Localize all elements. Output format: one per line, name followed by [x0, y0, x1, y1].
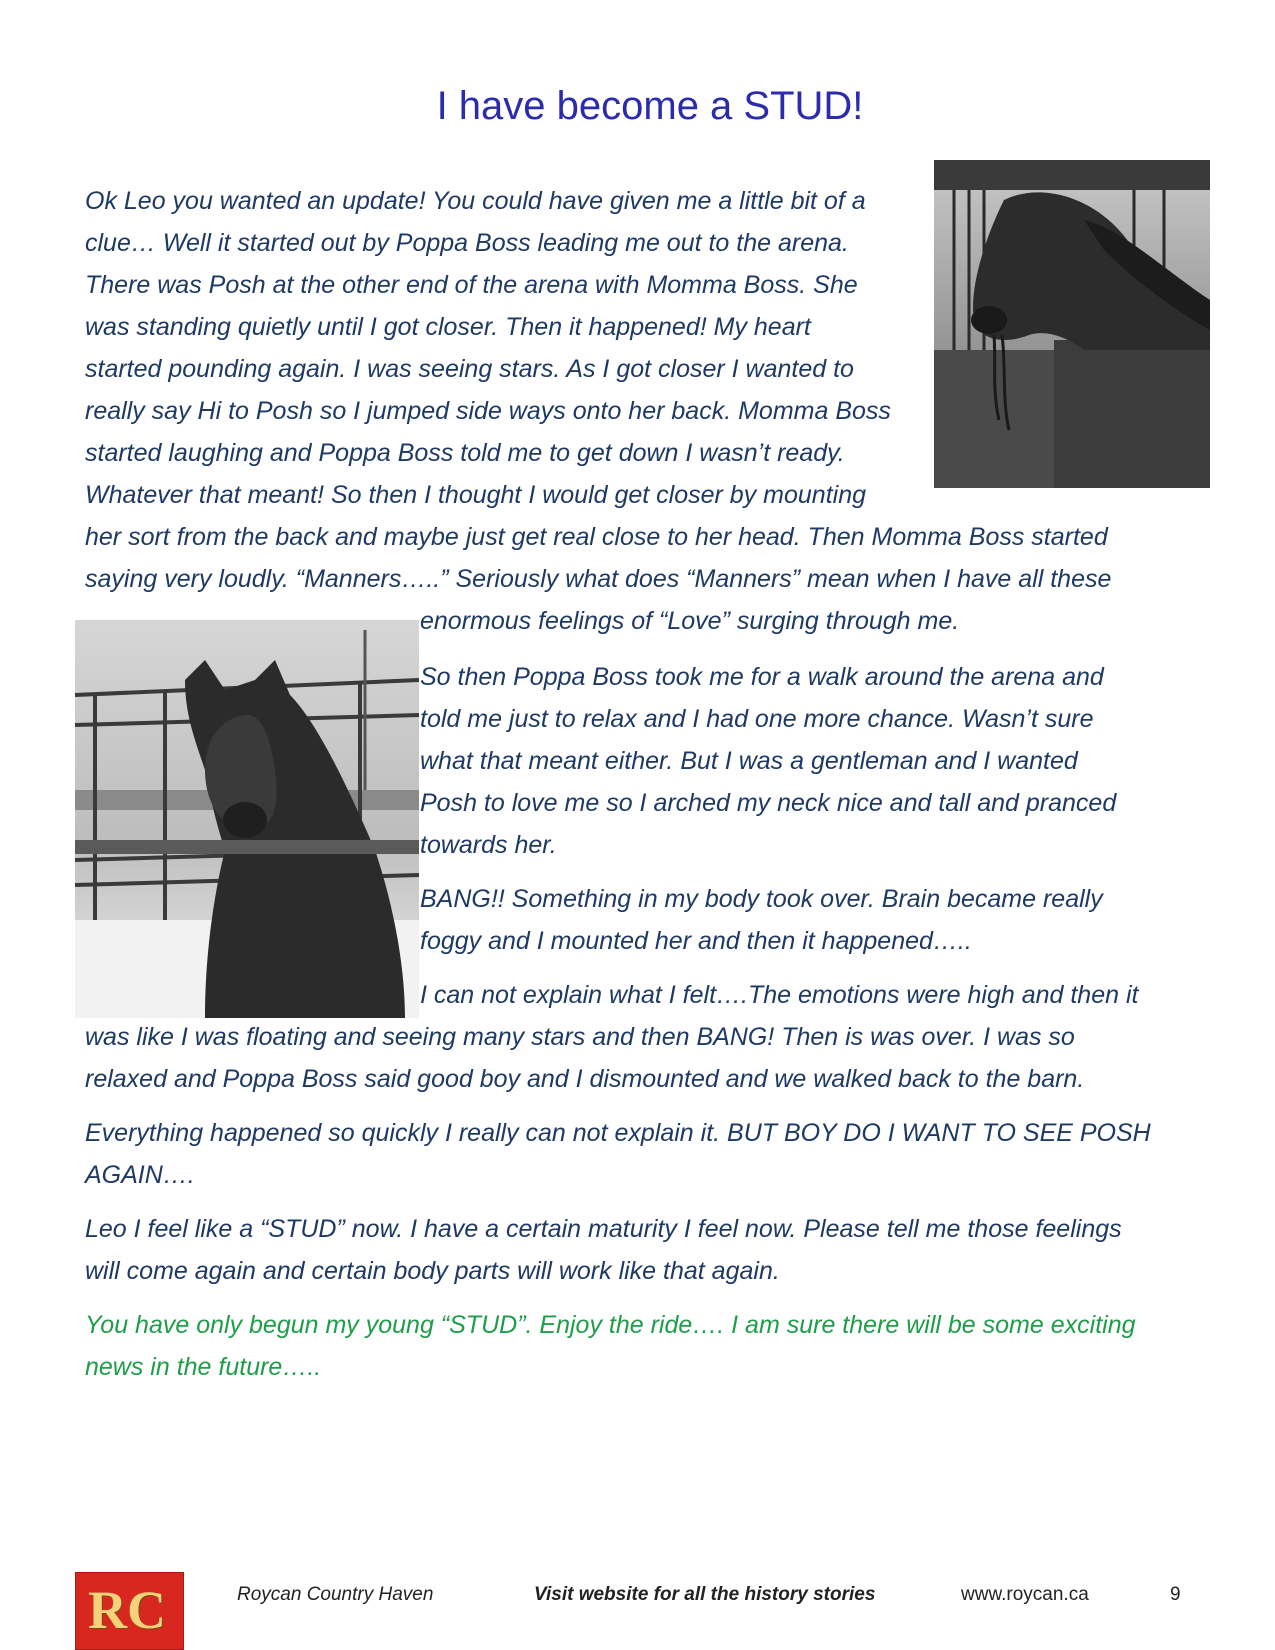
text-line: foggy and I mounted her and then it happened…..: [420, 927, 972, 955]
text-line: really say Hi to Posh so I jumped side ways onto her back. Momma Boss: [85, 397, 891, 425]
text-line: Everything happened so quickly I really can not explain it. BUT BOY DO I WANT TO SEE POSH: [85, 1119, 1151, 1147]
text-line: told me just to relax and I had one more chance. Wasn’t sure: [420, 705, 1094, 733]
text-line: will come again and certain body parts will work like that again.: [85, 1257, 780, 1285]
page-number: 9: [1170, 1584, 1181, 1605]
text-line: So then Poppa Boss took me for a walk around the arena and: [420, 663, 1104, 691]
text-line: her sort from the back and maybe just get real close to her head. Then Momma Boss started: [85, 523, 1108, 551]
footer-org-name: Roycan Country Haven: [237, 1584, 434, 1605]
story-paragraph-3: [420, 878, 1103, 962]
text-line: started pounding again. I was seeing stars. As I got closer I wanted to: [85, 355, 854, 383]
story-paragraph-1: [85, 180, 1111, 642]
text-line: saying very loudly. “Manners…..” Seriously what does “Manners” mean when I have all these: [85, 565, 1112, 593]
page-title: I have become a STUD!: [436, 84, 864, 128]
text-line: clue… Well it started out by Poppa Boss leading me out to the arena.: [85, 229, 849, 257]
footer-website-link[interactable]: www.roycan.ca: [961, 1584, 1089, 1605]
text-line: news in the future…..: [85, 1353, 322, 1381]
footer-promo: Visit website for all the history stories: [534, 1584, 876, 1605]
roycan-logo: [75, 1572, 184, 1650]
text-line: AGAIN….: [85, 1161, 195, 1189]
story-paragraph-2: [420, 656, 1116, 866]
text-line: what that meant either. But I was a gentleman and I wanted: [420, 747, 1078, 775]
text-line: started laughing and Poppa Boss told me to get down I wasn’t ready.: [85, 439, 845, 467]
text-line: Posh to love me so I arched my neck nice and tall and pranced: [420, 789, 1117, 817]
text-line: Leo I feel like a “STUD” now. I have a certain maturity I feel now. Please tell me those feelings: [85, 1215, 1122, 1243]
text-line: towards her.: [420, 831, 557, 859]
text-line: Ok Leo you wanted an update! You could have given me a little bit of a: [85, 187, 866, 215]
horse-at-fence-photo: [75, 620, 419, 1018]
story-paragraph-5: [85, 1112, 1151, 1196]
text-line: relaxed and Poppa Boss said good boy and I dismounted and we walked back to the barn.: [85, 1065, 1085, 1093]
text-line: There was Posh at the other end of the arena with Momma Boss. She: [85, 271, 858, 299]
logo-letters: RC: [88, 1580, 166, 1640]
text-line: BANG!! Something in my body took over. Brain became really: [420, 885, 1103, 913]
text-line: I can not explain what I felt….The emotions were high and then it: [420, 981, 1139, 1009]
text-line: You have only begun my young “STUD”. Enjoy the ride…. I am sure there will be some exciting: [85, 1311, 1136, 1339]
text-line: Whatever that meant! So then I thought I would get closer by mounting: [85, 481, 867, 509]
story-paragraph-4: [85, 974, 1138, 1100]
story-paragraph-6: [85, 1208, 1122, 1292]
text-line: enormous feelings of “Love” surging through me.: [420, 607, 960, 635]
text-line: was like I was floating and seeing many stars and then BANG! Then is was over. I was so: [85, 1023, 1075, 1051]
reply-paragraph: [85, 1304, 1136, 1388]
text-line: was standing quietly until I got closer. Then it happened! My heart: [85, 313, 811, 341]
